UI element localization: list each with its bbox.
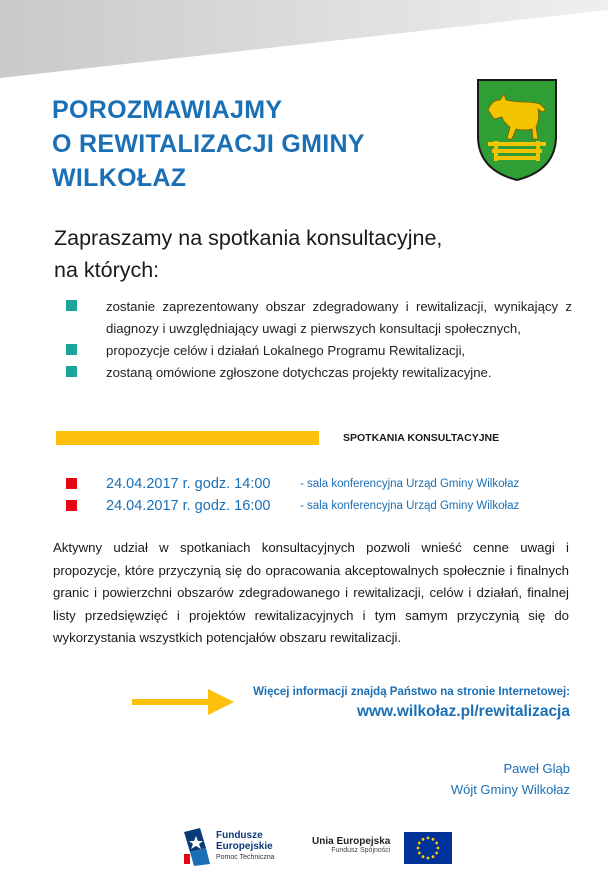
intro-line-2: na których: [54,258,160,282]
eu-funds-text [216,830,275,863]
title-line-3: WILKOŁAZ [52,164,187,192]
wolf-crest-icon [474,78,560,182]
red-square-icon [66,478,77,489]
meeting-location: - sala konferencyjna Urząd Gminy Wilkołaz [300,500,520,512]
eu-funds-line-1: Fundusze [216,830,263,841]
eu-funds-line-2: Europejskie [216,841,273,852]
footer-logos [184,826,464,870]
eu-funds-line-3: Pomoc Techniczna [216,854,275,861]
signature-role: Wójt Gminy Wilkołaz [450,782,570,797]
eu-union-name: Unia Europejska [312,836,391,847]
signature-name: Paweł Gląb [503,761,570,776]
page-title [52,93,452,195]
arrow-right-icon [132,689,234,715]
yellow-bar [56,431,319,445]
meeting-location: - sala konferencyjna Urząd Gminy Wilkołaz [300,478,520,490]
list-item-text: zostanie zaprezentowany obszar zdegradowany i rewitalizacji, wynikający z diagnozy i uwzględniający uwagi z pierwszych konsultacji społecznych, [106,299,572,336]
red-square-icon [66,500,77,511]
teal-square-icon [66,300,77,311]
meeting-datetime: 24.04.2017 r. godz. 16:00 [106,498,271,514]
eu-funds-logo [184,826,294,870]
eu-flag-icon [404,832,452,864]
corner-decoration [0,0,608,80]
list-item [66,340,572,362]
title-line-1: POROZMAWIAJMY [52,96,283,124]
list-item-text: zostaną omówione zgłoszone dotychczas projekty rewitalizacyjne. [106,365,492,380]
eu-union-fund: Fundusz Spójności [331,847,391,854]
agenda-list [66,296,572,384]
website-link[interactable]: www.wilkołaz.pl/rewitalizacja [356,703,570,720]
signature [451,758,570,800]
eu-funds-logo-icon [184,828,212,866]
body-paragraph: Aktywny udział w spotkaniach konsultacyjnych pozwoli wnieść cenne uwagi i propozycje, które przyczynią się do opracowania akceptowalnych społecznie i finalnych granic i powierzchni obszarów zdegradowanego i rewitalizacji, celów i działań, finalnej listy przedsięwzięć i projektów rewitalizacyjnych i tym samym przyczynią się do wykorzystania wszystkich potencjałów obszaru rewitalizacji. [53,540,569,645]
meeting-datetime: 24.04.2017 r. godz. 14:00 [106,476,271,492]
title-line-2: O REWITALIZACJI GMINY [52,130,365,158]
list-item [66,362,572,384]
intro-heading [54,222,554,286]
more-info-label: Więcej informacji znajdą Państwo na stronie Internetowej: [253,686,570,698]
intro-line-1: Zapraszamy na spotkania konsultacyjne, [54,226,443,250]
teal-square-icon [66,344,77,355]
list-item [66,296,572,340]
section-label: SPOTKANIA KONSULTACYJNE [343,432,500,444]
eu-union-text [312,836,390,854]
teal-square-icon [66,366,77,377]
section-divider [56,431,576,445]
list-item-text: propozycje celów i działań Lokalnego Programu Rewitalizacji, [106,343,466,358]
